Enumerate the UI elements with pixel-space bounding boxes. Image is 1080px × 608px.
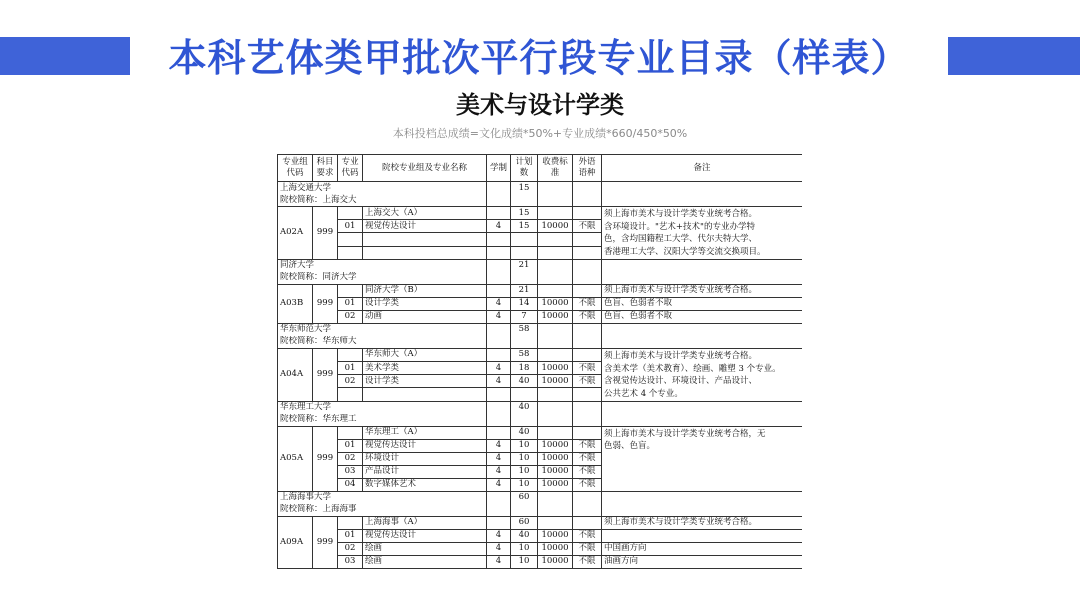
empty-cell [487, 336, 511, 349]
major-code: 04 [338, 478, 363, 491]
empty-cell [538, 233, 573, 246]
empty-cell [538, 259, 573, 272]
study-years: 4 [487, 555, 511, 568]
school-name: 上海海事大学 [278, 491, 487, 504]
empty-cell [511, 388, 538, 401]
empty-cell [511, 233, 538, 246]
empty-cell [511, 414, 538, 427]
school-row [278, 182, 803, 195]
empty-cell [573, 194, 602, 207]
major-remark: 油画方向 [602, 555, 803, 568]
school-row [278, 401, 803, 414]
slide-title: 本科艺体类甲批次平行段专业目录（样表） [168, 36, 910, 80]
score-formula: 本科投档总成绩=文化成绩*50%+专业成绩*660/450*50% [392, 127, 688, 140]
column-header: 备注 [602, 155, 803, 182]
group-name: 上海海事（A） [363, 516, 487, 529]
school-name: 同济大学 [278, 259, 487, 272]
foreign-language: 不限 [573, 439, 602, 452]
foreign-language: 不限 [573, 375, 602, 388]
empty-cell [487, 284, 511, 297]
column-header: 专业代码 [338, 155, 363, 182]
note-line: 须上海市美术与设计学类专业统考合格，无 [604, 428, 766, 439]
foreign-language: 不限 [573, 362, 602, 375]
group-plan: 15 [511, 207, 538, 220]
major-plan: 10 [511, 452, 538, 465]
empty-cell [338, 246, 363, 259]
school-plan-total: 40 [511, 401, 538, 414]
group-plan: 21 [511, 284, 538, 297]
empty-cell [487, 388, 511, 401]
major-group-row [278, 207, 803, 220]
group-code: A04A [278, 348, 313, 401]
school-abbreviation: 院校简称：上海交大 [278, 194, 487, 207]
empty-cell [538, 272, 573, 285]
foreign-language: 不限 [573, 529, 602, 542]
major-name: 绘画 [363, 542, 487, 555]
subject-requirement: 999 [313, 284, 338, 323]
major-plan: 18 [511, 362, 538, 375]
major-code: 01 [338, 439, 363, 452]
major-plan: 40 [511, 529, 538, 542]
header-accent-bar-left [0, 37, 130, 75]
major-group-row [278, 348, 803, 361]
major-plan: 40 [511, 375, 538, 388]
catalog-sheet [277, 154, 802, 608]
group-name: 华东理工（A） [363, 426, 487, 439]
major-group-row [278, 284, 803, 297]
school-plan-total: 15 [511, 182, 538, 195]
school-abbreviation: 院校简称：华东师大 [278, 336, 487, 349]
major-row [278, 297, 803, 310]
empty-cell [602, 182, 803, 195]
empty-cell [538, 426, 573, 439]
group-code: A05A [278, 426, 313, 491]
empty-cell [487, 516, 511, 529]
empty-cell [573, 182, 602, 195]
major-row [278, 529, 803, 542]
category-heading: 美术与设计学类 [456, 91, 624, 119]
empty-cell [511, 246, 538, 259]
empty-cell [573, 348, 602, 361]
major-name: 视觉传达设计 [363, 529, 487, 542]
group-plan: 60 [511, 516, 538, 529]
empty-cell [487, 426, 511, 439]
column-header: 专业组代码 [278, 155, 313, 182]
empty-cell [573, 246, 602, 259]
empty-cell [487, 491, 511, 504]
major-name: 设计学类 [363, 297, 487, 310]
empty-cell [602, 491, 803, 504]
empty-cell [338, 207, 363, 220]
group-notes [602, 426, 803, 491]
major-code: 02 [338, 452, 363, 465]
column-header: 院校专业组及专业名称 [363, 155, 487, 182]
study-years: 4 [487, 465, 511, 478]
tuition-fee: 10000 [538, 542, 573, 555]
major-name: 绘画 [363, 555, 487, 568]
subject-requirement: 999 [313, 516, 338, 568]
foreign-language: 不限 [573, 478, 602, 491]
study-years: 4 [487, 297, 511, 310]
empty-cell [573, 207, 602, 220]
major-name: 产品设计 [363, 465, 487, 478]
school-row [278, 491, 803, 504]
group-code: A02A [278, 207, 313, 260]
empty-cell [538, 284, 573, 297]
column-header: 科目要求 [313, 155, 338, 182]
tuition-fee: 10000 [538, 452, 573, 465]
foreign-language: 不限 [573, 220, 602, 233]
empty-cell [487, 272, 511, 285]
tuition-fee: 10000 [538, 439, 573, 452]
group-note: 须上海市美术与设计学类专业统考合格。 [602, 284, 803, 297]
note-line: 含环境设计。"艺术+技术"的专业办学特 [604, 221, 755, 232]
foreign-language: 不限 [573, 555, 602, 568]
header-accent-bar-right [948, 37, 1080, 75]
group-plan: 58 [511, 348, 538, 361]
empty-cell [602, 259, 803, 272]
empty-cell [538, 336, 573, 349]
study-years: 4 [487, 439, 511, 452]
subject-requirement: 999 [313, 426, 338, 491]
empty-cell [573, 323, 602, 336]
empty-cell [573, 284, 602, 297]
empty-cell [338, 284, 363, 297]
empty-cell [538, 388, 573, 401]
group-name: 华东师大（A） [363, 348, 487, 361]
group-plan: 40 [511, 426, 538, 439]
empty-cell [511, 194, 538, 207]
empty-cell [338, 516, 363, 529]
group-code: A09A [278, 516, 313, 568]
empty-cell [573, 426, 602, 439]
major-remark: 色盲、色弱者不取 [602, 297, 803, 310]
major-name: 数字媒体艺术 [363, 478, 487, 491]
empty-cell [573, 414, 602, 427]
empty-cell [538, 207, 573, 220]
major-row [278, 555, 803, 568]
note-line: 公共艺术 4 个专业。 [604, 388, 683, 399]
empty-cell [487, 246, 511, 259]
empty-cell [511, 504, 538, 517]
note-line: 香港理工大学、汉阳大学等交流交换项目。 [604, 247, 766, 258]
school-abbreviation: 院校简称：同济大学 [278, 272, 487, 285]
major-name: 动画 [363, 310, 487, 323]
empty-cell [363, 388, 487, 401]
empty-cell [538, 401, 573, 414]
group-notes [602, 348, 803, 401]
empty-cell [338, 426, 363, 439]
column-header: 学制 [487, 155, 511, 182]
empty-cell [573, 233, 602, 246]
major-name: 视觉传达设计 [363, 439, 487, 452]
school-abbr-row [278, 194, 803, 207]
column-header: 收费标准 [538, 155, 573, 182]
group-code: A03B [278, 284, 313, 323]
empty-cell [538, 414, 573, 427]
empty-cell [487, 401, 511, 414]
major-plan: 14 [511, 297, 538, 310]
tuition-fee: 10000 [538, 297, 573, 310]
empty-cell [538, 491, 573, 504]
tuition-fee: 10000 [538, 362, 573, 375]
school-row [278, 323, 803, 336]
group-note: 须上海市美术与设计学类专业统考合格。 [602, 516, 803, 529]
major-name: 美术学类 [363, 362, 487, 375]
foreign-language: 不限 [573, 310, 602, 323]
major-row [278, 310, 803, 323]
major-code: 01 [338, 220, 363, 233]
school-abbr-row [278, 336, 803, 349]
group-name: 上海交大（A） [363, 207, 487, 220]
school-abbr-row [278, 414, 803, 427]
note-line: 色，含均国籍程工大学、代尔夫特大学、 [604, 234, 758, 245]
major-plan: 10 [511, 555, 538, 568]
table-body [278, 182, 803, 569]
group-notes [602, 207, 803, 260]
school-name: 华东师范大学 [278, 323, 487, 336]
empty-cell [573, 401, 602, 414]
empty-cell [602, 414, 803, 427]
empty-cell [487, 323, 511, 336]
group-name: 同济大学（B） [363, 284, 487, 297]
empty-cell [538, 504, 573, 517]
column-header: 计划数 [511, 155, 538, 182]
tuition-fee: 10000 [538, 465, 573, 478]
study-years: 4 [487, 478, 511, 491]
major-catalog-table [277, 154, 802, 569]
major-plan: 7 [511, 310, 538, 323]
tuition-fee: 10000 [538, 478, 573, 491]
major-group-row [278, 426, 803, 439]
empty-cell [511, 336, 538, 349]
study-years: 4 [487, 375, 511, 388]
school-plan-total: 21 [511, 259, 538, 272]
empty-cell [487, 348, 511, 361]
note-line: 须上海市美术与设计学类专业统考合格。 [604, 209, 758, 219]
empty-cell [538, 182, 573, 195]
major-code: 01 [338, 297, 363, 310]
major-code: 02 [338, 310, 363, 323]
major-remark: 色盲、色弱者不取 [602, 310, 803, 323]
foreign-language: 不限 [573, 465, 602, 478]
foreign-language: 不限 [573, 452, 602, 465]
empty-cell [573, 336, 602, 349]
note-line: 色弱、色盲。 [604, 441, 656, 452]
empty-cell [487, 259, 511, 272]
empty-cell [487, 504, 511, 517]
major-name: 视觉传达设计 [363, 220, 487, 233]
empty-cell [602, 272, 803, 285]
empty-cell [538, 348, 573, 361]
empty-cell [602, 401, 803, 414]
column-header: 外语语种 [573, 155, 602, 182]
empty-cell [602, 504, 803, 517]
empty-cell [487, 233, 511, 246]
school-plan-total: 58 [511, 323, 538, 336]
tuition-fee: 10000 [538, 310, 573, 323]
major-plan: 10 [511, 478, 538, 491]
school-plan-total: 60 [511, 491, 538, 504]
major-code: 01 [338, 529, 363, 542]
empty-cell [487, 194, 511, 207]
major-plan: 10 [511, 439, 538, 452]
empty-cell [487, 207, 511, 220]
table-header-row [278, 155, 803, 182]
note-line: 含美术学（美术教育）、绘画、雕塑 3 个专业。 [604, 363, 781, 374]
study-years: 4 [487, 362, 511, 375]
major-code: 02 [338, 375, 363, 388]
empty-cell [573, 504, 602, 517]
study-years: 4 [487, 542, 511, 555]
tuition-fee: 10000 [538, 529, 573, 542]
empty-cell [573, 272, 602, 285]
study-years: 4 [487, 310, 511, 323]
empty-cell [338, 233, 363, 246]
empty-cell [487, 414, 511, 427]
school-name: 华东理工大学 [278, 401, 487, 414]
tuition-fee: 10000 [538, 555, 573, 568]
study-years: 4 [487, 220, 511, 233]
major-plan: 10 [511, 542, 538, 555]
note-line: 须上海市美术与设计学类专业统考合格。 [604, 350, 758, 361]
school-abbreviation: 院校简称：上海海事 [278, 504, 487, 517]
empty-cell [573, 491, 602, 504]
empty-cell [363, 246, 487, 259]
school-name: 上海交通大学 [278, 182, 487, 195]
tuition-fee: 10000 [538, 375, 573, 388]
empty-cell [538, 323, 573, 336]
major-row [278, 542, 803, 555]
tuition-fee: 10000 [538, 220, 573, 233]
empty-cell [602, 194, 803, 207]
major-name: 设计学类 [363, 375, 487, 388]
note-line: 含视觉传达设计、环境设计、产品设计、 [604, 376, 758, 387]
major-plan: 15 [511, 220, 538, 233]
major-remark: 中国画方向 [602, 542, 803, 555]
foreign-language: 不限 [573, 542, 602, 555]
school-abbr-row [278, 272, 803, 285]
major-remark [602, 529, 803, 542]
subject-requirement: 999 [313, 348, 338, 401]
study-years: 4 [487, 529, 511, 542]
empty-cell [538, 246, 573, 259]
major-code: 02 [338, 542, 363, 555]
school-abbreviation: 院校简称：华东理工 [278, 414, 487, 427]
empty-cell [573, 388, 602, 401]
school-abbr-row [278, 504, 803, 517]
empty-cell [538, 194, 573, 207]
major-code: 03 [338, 465, 363, 478]
major-code: 01 [338, 362, 363, 375]
subject-requirement: 999 [313, 207, 338, 260]
empty-cell [602, 323, 803, 336]
empty-cell [338, 388, 363, 401]
empty-cell [511, 272, 538, 285]
empty-cell [338, 348, 363, 361]
empty-cell [538, 516, 573, 529]
major-code: 03 [338, 555, 363, 568]
study-years: 4 [487, 452, 511, 465]
foreign-language: 不限 [573, 297, 602, 310]
empty-cell [573, 516, 602, 529]
major-plan: 10 [511, 465, 538, 478]
empty-cell [573, 259, 602, 272]
empty-cell [602, 336, 803, 349]
major-group-row [278, 516, 803, 529]
empty-cell [487, 182, 511, 195]
major-name: 环境设计 [363, 452, 487, 465]
school-row [278, 259, 803, 272]
empty-cell [363, 233, 487, 246]
